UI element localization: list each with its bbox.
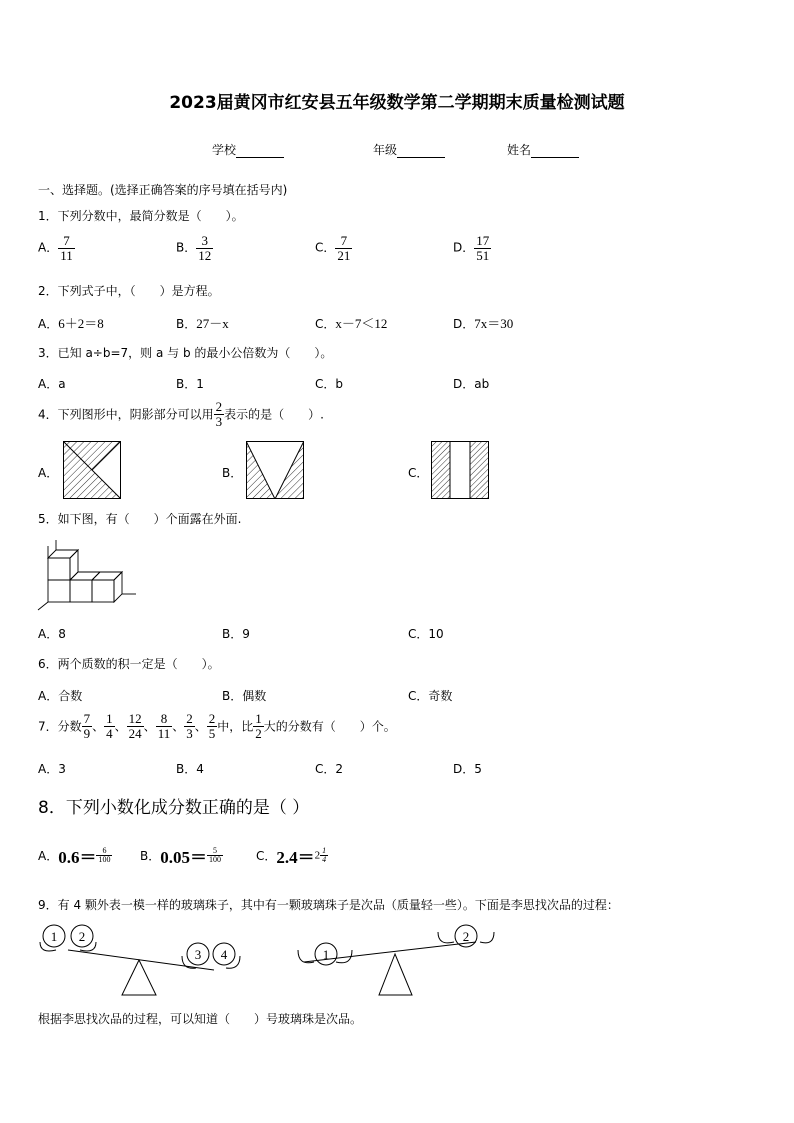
q3-option-a: A．a xyxy=(38,377,66,391)
ball-4-label: 4 xyxy=(220,947,228,962)
q2-option-a: A．6＋2＝8 xyxy=(38,316,104,331)
q8-stem: 8．下列小数化成分数正确的是（ ） xyxy=(38,798,310,818)
fraction: $\frac{2}{3}$ xyxy=(186,711,193,741)
ball-3-label: 3 xyxy=(194,947,202,962)
fraction: $\frac{17}{51}$ xyxy=(476,233,490,263)
grade-field xyxy=(373,141,445,158)
q1-stem: 1．下列分数中，最简分数是（ ）。 xyxy=(38,209,244,223)
school-field xyxy=(212,141,284,158)
fraction: $\frac{8}{11}$ xyxy=(157,711,171,741)
q1-option-a xyxy=(38,234,75,262)
fraction: $\frac{7}{9}$ xyxy=(83,711,91,741)
q9-tail: 根据李思找次品的过程，可以知道（ ）号玻璃珠是次品。 xyxy=(38,1012,363,1026)
name-blank xyxy=(531,145,579,158)
q3-option-d: D．ab xyxy=(453,377,490,391)
option-label: B． xyxy=(176,240,197,255)
q2-option-c: C．x－7＜12 xyxy=(315,316,388,331)
option-label: A． xyxy=(38,240,59,255)
fraction: $\frac{2}{3}$ xyxy=(215,399,223,429)
q8-option-c: C．2.4＝2 $\frac{1}{4}$ xyxy=(256,845,327,867)
name-label: 姓名 xyxy=(507,143,532,157)
q7-option-d: D．5 xyxy=(453,762,482,776)
q7-option-a: A．3 xyxy=(38,762,66,776)
fraction: $\frac{3}{12}$ xyxy=(198,233,212,263)
fraction: $\frac{2}{5}$ xyxy=(208,711,216,741)
q2-option-b: B．27－x xyxy=(176,316,229,331)
q6-option-a: A．合数 xyxy=(38,689,83,703)
q7-option-c: C．2 xyxy=(315,762,344,776)
q1-option-b xyxy=(176,234,213,262)
option-label: D． xyxy=(453,240,475,255)
q4-figure-c xyxy=(431,441,489,499)
q8-option-a: A．0.6＝ $\frac{6}{100}$ xyxy=(38,845,111,867)
fraction: $\frac{5}{100}$ xyxy=(208,845,221,864)
q4-option-c: C． xyxy=(408,466,429,480)
q1-option-d xyxy=(453,234,491,262)
grade-blank xyxy=(397,145,445,158)
q6-stem: 6．两个质数的积一定是（ ）。 xyxy=(38,657,220,671)
option-label: C． xyxy=(315,240,336,255)
q5-stem: 5．如下图，有（ ）个面露在外面. xyxy=(38,512,242,526)
fraction: $\frac{6}{100}$ xyxy=(98,845,111,864)
q4-option-b: B． xyxy=(222,466,243,480)
q6-option-c: C．奇数 xyxy=(408,689,453,703)
q4-stem: 4．下列图形中，阴影部分可以用 $\frac{2}{3}$ 表示的是（ ）. xyxy=(38,399,324,429)
page-title: 2023届黄冈市红安县五年级数学第二学期期末质量检测试题 xyxy=(169,93,625,113)
q9-stem: 9．有 4 颗外表一模一样的玻璃珠子，其中有一颗玻璃珠子是次品（质量轻一些）。下面是李思找次品的过程： xyxy=(38,898,619,912)
fraction: $\frac{1}{4}$ xyxy=(322,845,327,864)
fraction: $\frac{7}{21}$ xyxy=(337,233,351,263)
q8-option-b: B．0.05＝ $\frac{5}{100}$ xyxy=(140,845,221,867)
ball-2-label: 2 xyxy=(78,929,86,944)
fraction: $\frac{1}{4}$ xyxy=(106,711,113,741)
fraction: $\frac{7}{11}$ xyxy=(60,233,73,263)
q3-option-b: B．1 xyxy=(176,377,204,391)
q5-option-c: C．10 xyxy=(408,627,444,641)
fraction: $\frac{1}{2}$ xyxy=(255,711,262,741)
q4-figure-b xyxy=(246,441,304,499)
name-field xyxy=(507,141,579,158)
section-heading: 一、选择题。(选择正确答案的序号填在括号内) xyxy=(38,183,288,197)
q5-cube-figure xyxy=(36,536,140,614)
ball-2-label-right: 2 xyxy=(462,929,470,944)
q6-option-b: B．偶数 xyxy=(222,689,267,703)
q1-option-c xyxy=(315,234,352,262)
q5-option-b: B．9 xyxy=(222,627,250,641)
school-blank xyxy=(236,145,284,158)
grade-label: 年级 xyxy=(373,143,398,157)
q3-option-c: C．b xyxy=(315,377,344,391)
q4-figure-a xyxy=(63,441,121,499)
fraction: $\frac{12}{24}$ xyxy=(128,711,142,741)
q2-stem: 2．下列式子中，（ ）是方程。 xyxy=(38,284,220,298)
q5-option-a: A．8 xyxy=(38,627,66,641)
ball-1-label-right: 1 xyxy=(322,947,330,962)
ball-1-label: 1 xyxy=(50,929,58,944)
q2-option-d: D．7x＝30 xyxy=(453,316,514,331)
q7-option-b: B．4 xyxy=(176,762,204,776)
q7-stem: 7．分数 $\frac{7}{9}$ 、 $\frac{1}{4}$ 、 $\frac{12}{24}$ 、 $\frac{8}{11}$ 、 $\frac{2}{3}$ 、 $\frac{2}{5}$ 中，比 $\frac{1}{2}$ 大的分数有（ ）个。 xyxy=(38,711,396,741)
q9-balance-figure xyxy=(36,920,516,1000)
q3-stem: 3．已知 a÷b=7，则 a 与 b 的最小公倍数为（ ）。 xyxy=(38,346,333,360)
school-label: 学校 xyxy=(212,143,237,157)
q4-option-a: A． xyxy=(38,466,59,480)
